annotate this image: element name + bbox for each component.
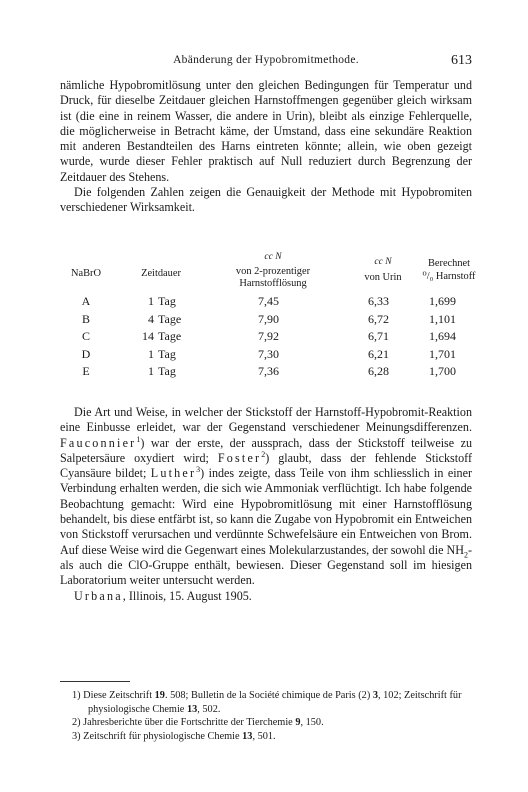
author-luther: Luther [150, 466, 197, 481]
table-row [60, 329, 472, 347]
row-duration-unit: Tag [158, 294, 176, 308]
row-urine: 6,33 [368, 294, 389, 308]
p3-part-c: ) glaubt, dass der fehlende Stickstoff Cyansäure bildet; [60, 450, 473, 481]
nh2-subscript: 2 [463, 550, 468, 560]
body-text-bottom [60, 405, 472, 604]
row-label: E [82, 364, 90, 378]
table-row [60, 347, 472, 365]
footnote-2 [60, 716, 472, 730]
row-urea: 7,92 [258, 329, 279, 343]
row-label: C [81, 329, 90, 343]
table-header-pct-line1: Berechnet [427, 258, 471, 269]
row-pct: 1,694 [429, 329, 456, 343]
footnote-1-text-b: . 508; Bulletin de la Société chimique de Paris (2) [164, 690, 373, 701]
row-duration-num: 1 [148, 294, 154, 308]
table-row [60, 294, 472, 312]
row-pct: 1,101 [429, 311, 456, 326]
footnote-2-text-b: , 150. [300, 717, 324, 728]
row-duration-num: 14 [142, 329, 154, 343]
signoff-rest: , Illinois, 15. August 1905. [122, 588, 252, 603]
row-pct: 1,701 [429, 346, 456, 361]
footnote-3-mark: 3) [72, 730, 81, 742]
row-urine: 6,72 [368, 311, 389, 326]
row-urea: 7,45 [258, 294, 279, 308]
footnotes [60, 689, 472, 743]
row-label: B [81, 311, 90, 326]
table-body [60, 294, 472, 382]
footnote-divider [60, 681, 130, 682]
row-duration-unit: Tage [158, 329, 182, 343]
table-row [60, 364, 472, 382]
row-duration-num: 4 [148, 311, 154, 326]
footnote-1-text-c: , 102; Zeitschrift für physiologische Chemie [88, 690, 462, 715]
footnote-3 [60, 730, 472, 744]
footnote-2-text-a: Jahresberichte über die Fortschritte der Tierchemie [83, 717, 296, 728]
footnote-1-text-d: , 502. [197, 703, 221, 715]
footnote-3-volume: 13 [242, 730, 253, 742]
footnote-1-text-a: Diese Zeitschrift [83, 690, 155, 701]
row-urine: 6,21 [368, 346, 389, 361]
signoff [60, 589, 472, 604]
table-header-urine-unit: cc N [374, 257, 392, 267]
row-duration-unit: Tag [158, 346, 176, 361]
paragraph-2: Die folgenden Zahlen zeigen die Genauigkeit der Methode mit Hypobromiten verschiedener Wirksamkeit. [60, 185, 472, 215]
p3-part-b: ) war der erste, der aussprach, dass der Stickstoff teilweise zu Salpetersäure oxydiert wird; [60, 435, 472, 465]
footnote-ref-2: 2 [261, 449, 266, 459]
p3-part-e: - als auch die ClO-Gruppe enthält, bewiesen. Dieser Gegenstand soll im hiesigen Laboratorium weiter untersucht werden. [60, 542, 472, 588]
footnote-2-volume: 9 [295, 717, 301, 728]
row-label: A [81, 294, 91, 308]
row-urea: 7,30 [258, 346, 279, 361]
table-header-urine: von Urin [364, 272, 402, 283]
row-urine: 6,71 [368, 329, 389, 343]
row-label: D [81, 346, 91, 361]
paragraph-3 [60, 405, 472, 589]
row-duration-num: 1 [148, 364, 154, 378]
row-duration-unit: Tage [158, 311, 182, 326]
footnote-2-mark: 2) [72, 717, 81, 728]
signoff-place: Urbana [74, 588, 123, 603]
table-header-urea-unit: cc N [264, 252, 282, 262]
row-urea: 7,90 [258, 311, 279, 326]
p3-part-d: ) indes zeigte, dass Teile von ihm schliesslich in einer Verbindung erhalten werden, die sich wie Ammoniak verflüchtigt. Ich habe folgende Beobachtung gemacht: Wird eine Hypobromitlösung mit einer Harnstofflösung behandelt, bis diese entfärbt ist, so kann die Zugabe von Hypobromit ein Entweichen von Stickstoff verursachen und verdünnte Schwefelsäure ein Entweichen von Brom. Auf diese Weise wird die Gegenwart eines Molekularzustandes, der sowohl die NH [60, 466, 472, 557]
table-header-pct-line2: ⁰/₀ Harnstoff [422, 271, 476, 282]
author-fauconnier: Fauconnier [60, 435, 137, 450]
table-row [60, 312, 472, 330]
body-text-top [60, 78, 472, 216]
row-duration-num: 1 [148, 346, 154, 361]
running-head [60, 54, 472, 72]
author-foster: Foster [217, 450, 262, 465]
footnote-ref-3: 3 [196, 465, 201, 475]
p3-part-a: Die Art und Weise, in welcher der Stickstoff der Harnstoff-Hypobromit-Reaktion eine Einbusse erleidet, war der Gegenstand verschiedener Meinungsdifferenzen. [60, 405, 472, 435]
footnote-1-volume-c: 13 [186, 703, 198, 715]
row-pct: 1,700 [429, 364, 456, 378]
row-duration-unit: Tag [158, 364, 176, 378]
table-header-nabro: NaBrO [70, 268, 101, 279]
footnote-3-text-a: Zeitschrift für physiologische Chemie [83, 730, 243, 742]
footnote-1-mark: 1) [72, 690, 81, 701]
row-pct: 1,699 [429, 294, 456, 308]
table-header-zeitdauer: Zeitdauer [141, 268, 181, 279]
row-urea: 7,36 [258, 364, 279, 378]
running-title: Abänderung der Hypobromitmethode. [173, 54, 359, 66]
paragraph-1: nämliche Hypobromitlösung unter den gleichen Bedingungen für Temperatur und Druck, für dieselbe Zeitdauer gleichen Harnstoffmengen gegenüber gleich wirksam ist (die eine in reinem Wasser, die andere in Urin), bleibt als einzige Fehlerquelle, die möglicherweise in Betracht käme, der Umstand, dass eine sekundäre Reaktion mit anderen Bestandteilen des Harns eintreten könnte; allein, wie oben gezeigt wurde, wurde dieser Fehler praktisch auf Null reduziert durch Begrenzung der Zeitdauer des Stehens. [60, 78, 472, 184]
page-number: 613 [451, 53, 472, 68]
footnote-3-text-b: , 501. [252, 730, 276, 742]
footnote-ref-1: 1 [136, 434, 141, 444]
footnote-1-volume-b: 3 [372, 690, 378, 701]
row-urine: 6,28 [368, 364, 389, 378]
table-header-urea: von 2-prozentiger Harnstofflösung [235, 266, 311, 290]
footnote-1 [60, 689, 472, 716]
footnote-1-volume-a: 19 [154, 690, 165, 701]
